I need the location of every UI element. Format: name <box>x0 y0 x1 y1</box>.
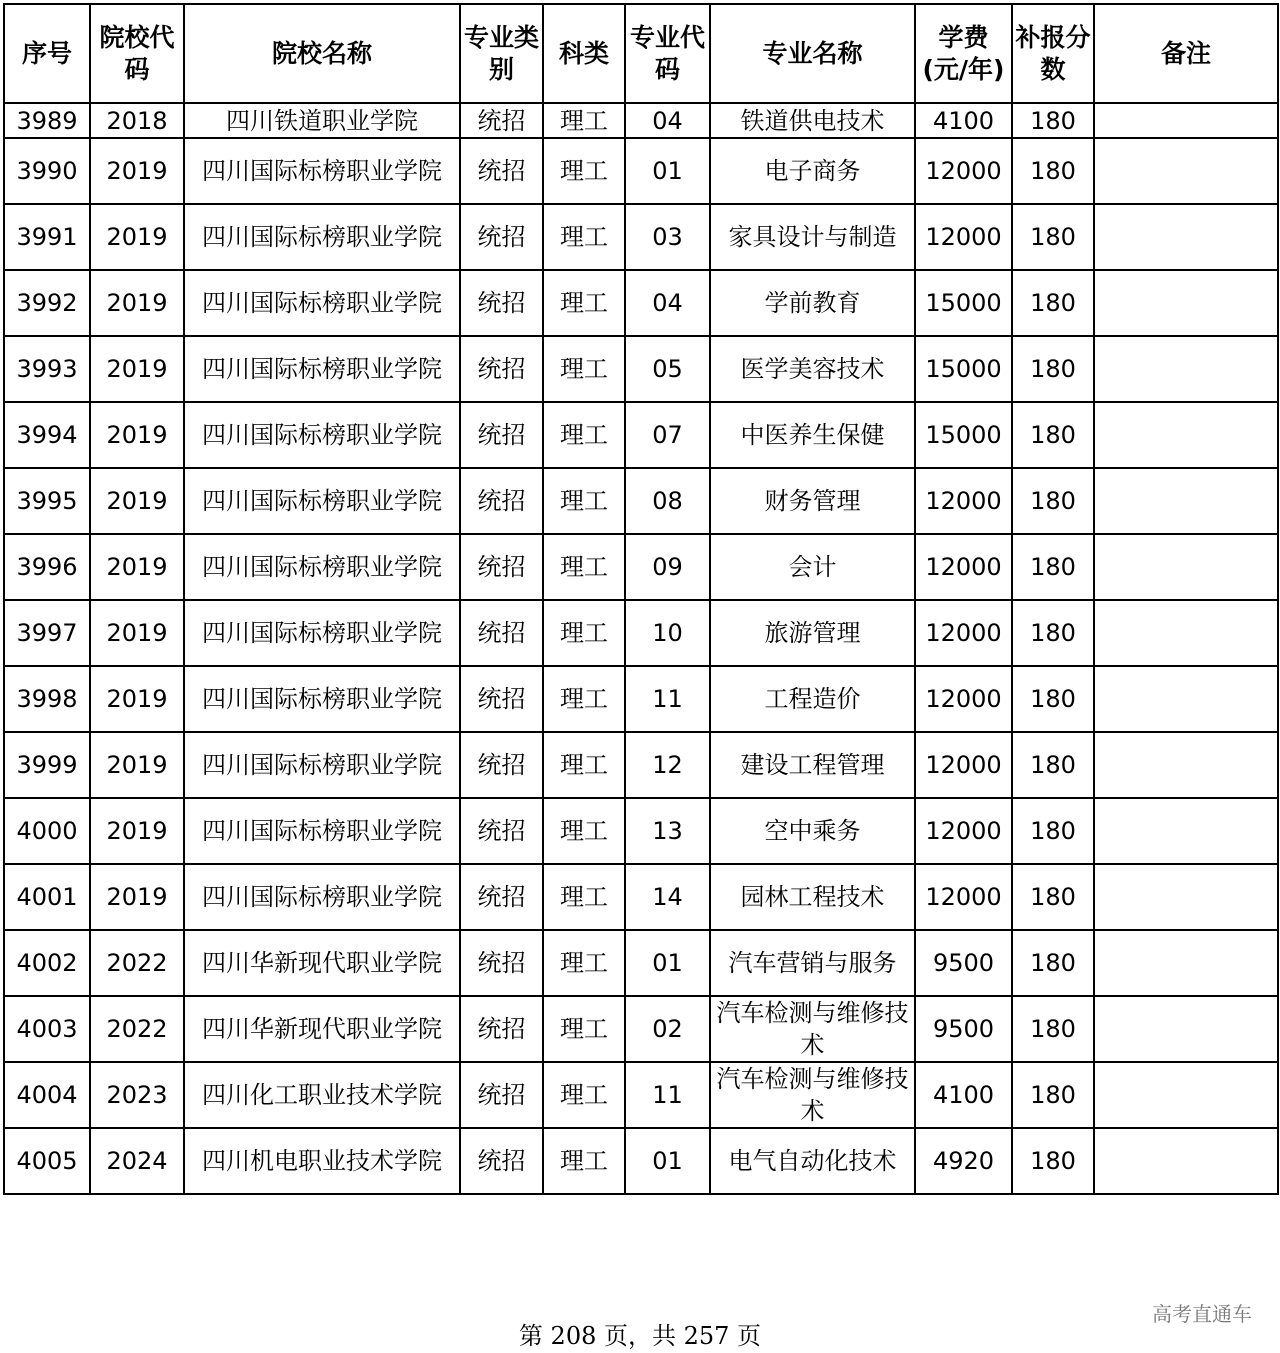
remark-cell <box>1094 468 1278 534</box>
major-type-cell: 统招 <box>460 336 543 402</box>
tuition-cell: 15000 <box>915 336 1012 402</box>
seq-cell: 3997 <box>4 600 90 666</box>
major-code-cell: 04 <box>625 103 710 138</box>
remark-cell <box>1094 864 1278 930</box>
major-name-cell: 空中乘务 <box>710 798 915 864</box>
score-cell: 180 <box>1012 270 1094 336</box>
seq-cell: 3993 <box>4 336 90 402</box>
school-code-cell: 2019 <box>90 468 184 534</box>
score-cell: 180 <box>1012 864 1094 930</box>
major-type-cell: 统招 <box>460 1062 543 1128</box>
seq-cell: 4003 <box>4 996 90 1062</box>
major-type-cell: 统招 <box>460 468 543 534</box>
school-name-cell: 四川机电职业技术学院 <box>184 1128 460 1194</box>
school-name-cell: 四川国际标榜职业学院 <box>184 204 460 270</box>
remark-cell <box>1094 204 1278 270</box>
subject-cell: 理工 <box>543 103 625 138</box>
seq-cell: 4001 <box>4 864 90 930</box>
page-number: 第 208 页，共 257 页 <box>518 1322 762 1350</box>
major-type-cell: 统招 <box>460 666 543 732</box>
admission-table <box>3 3 1279 1195</box>
major-type-cell: 统招 <box>460 798 543 864</box>
school-name-cell: 四川国际标榜职业学院 <box>184 534 460 600</box>
major-type-cell: 统招 <box>460 1128 543 1194</box>
major-code-header: 专业代码 <box>625 4 710 103</box>
school-code-cell: 2022 <box>90 930 184 996</box>
table-row <box>4 468 1278 534</box>
major-code-cell: 10 <box>625 600 710 666</box>
school-name-cell: 四川国际标榜职业学院 <box>184 402 460 468</box>
major-name-cell: 电气自动化技术 <box>710 1128 915 1194</box>
tuition-cell: 4100 <box>915 1062 1012 1128</box>
tuition-cell: 4920 <box>915 1128 1012 1194</box>
major-code-cell: 04 <box>625 270 710 336</box>
subject-cell: 理工 <box>543 930 625 996</box>
score-cell: 180 <box>1012 666 1094 732</box>
tuition-cell: 15000 <box>915 402 1012 468</box>
seq-cell: 3994 <box>4 402 90 468</box>
major-type-cell: 统招 <box>460 402 543 468</box>
school-code-cell: 2019 <box>90 204 184 270</box>
major-name-cell: 家具设计与制造 <box>710 204 915 270</box>
table-row <box>4 138 1278 204</box>
table-row <box>4 930 1278 996</box>
remark-cell <box>1094 270 1278 336</box>
major-code-cell: 01 <box>625 138 710 204</box>
school-name-cell: 四川国际标榜职业学院 <box>184 666 460 732</box>
major-name-cell: 医学美容技术 <box>710 336 915 402</box>
major-type-cell: 统招 <box>460 996 543 1062</box>
school-name-cell: 四川铁道职业学院 <box>184 103 460 138</box>
school-name-cell: 四川华新现代职业学院 <box>184 996 460 1062</box>
school-name-cell: 四川国际标榜职业学院 <box>184 600 460 666</box>
tuition-cell: 12000 <box>915 138 1012 204</box>
seq-cell: 3990 <box>4 138 90 204</box>
table-row <box>4 1128 1278 1194</box>
school-code-cell: 2019 <box>90 864 184 930</box>
remark-cell <box>1094 930 1278 996</box>
major-name-cell: 电子商务 <box>710 138 915 204</box>
school-code-header: 院校代码 <box>90 4 184 103</box>
table-row <box>4 402 1278 468</box>
seq-header: 序号 <box>4 4 90 103</box>
major-code-cell: 11 <box>625 1062 710 1128</box>
seq-cell: 3995 <box>4 468 90 534</box>
table-row <box>4 600 1278 666</box>
school-code-cell: 2019 <box>90 270 184 336</box>
seq-cell: 3999 <box>4 732 90 798</box>
score-cell: 180 <box>1012 600 1094 666</box>
subject-cell: 理工 <box>543 864 625 930</box>
score-cell: 180 <box>1012 468 1094 534</box>
tuition-cell: 4100 <box>915 103 1012 138</box>
major-type-cell: 统招 <box>460 864 543 930</box>
table-row <box>4 1062 1278 1128</box>
school-name-cell: 四川国际标榜职业学院 <box>184 864 460 930</box>
major-name-cell: 旅游管理 <box>710 600 915 666</box>
remark-cell <box>1094 103 1278 138</box>
table-row <box>4 204 1278 270</box>
school-name-cell: 四川国际标榜职业学院 <box>184 336 460 402</box>
major-type-cell: 统招 <box>460 732 543 798</box>
table-body <box>4 103 1278 1194</box>
subject-cell: 理工 <box>543 600 625 666</box>
remark-cell <box>1094 798 1278 864</box>
major-code-cell: 03 <box>625 204 710 270</box>
school-code-cell: 2019 <box>90 798 184 864</box>
subject-cell: 理工 <box>543 468 625 534</box>
watermark-text: 高考直通车 <box>1152 1302 1252 1326</box>
tuition-cell: 12000 <box>915 666 1012 732</box>
seq-cell: 4005 <box>4 1128 90 1194</box>
major-type-cell: 统招 <box>460 534 543 600</box>
remark-cell <box>1094 534 1278 600</box>
major-type-cell: 统招 <box>460 930 543 996</box>
score-cell: 180 <box>1012 402 1094 468</box>
tuition-header: 学费(元/年) <box>915 4 1012 103</box>
major-code-cell: 08 <box>625 468 710 534</box>
subject-cell: 理工 <box>543 534 625 600</box>
major-type-cell: 统招 <box>460 600 543 666</box>
seq-cell: 3989 <box>4 103 90 138</box>
school-code-cell: 2019 <box>90 732 184 798</box>
table-row <box>4 732 1278 798</box>
major-name-cell: 财务管理 <box>710 468 915 534</box>
score-cell: 180 <box>1012 1128 1094 1194</box>
subject-cell: 理工 <box>543 996 625 1062</box>
subject-cell: 理工 <box>543 402 625 468</box>
major-type-cell: 统招 <box>460 270 543 336</box>
major-name-cell: 中医养生保健 <box>710 402 915 468</box>
school-name-cell: 四川国际标榜职业学院 <box>184 270 460 336</box>
table-row <box>4 798 1278 864</box>
tuition-cell: 12000 <box>915 864 1012 930</box>
major-code-cell: 13 <box>625 798 710 864</box>
major-name-cell: 工程造价 <box>710 666 915 732</box>
score-cell: 180 <box>1012 204 1094 270</box>
subject-cell: 理工 <box>543 1062 625 1128</box>
tuition-cell: 12000 <box>915 204 1012 270</box>
remark-cell <box>1094 138 1278 204</box>
major-name-cell: 园林工程技术 <box>710 864 915 930</box>
header-row <box>4 4 1278 103</box>
tuition-cell: 12000 <box>915 534 1012 600</box>
tuition-cell: 15000 <box>915 270 1012 336</box>
school-name-cell: 四川国际标榜职业学院 <box>184 798 460 864</box>
major-name-cell: 汽车营销与服务 <box>710 930 915 996</box>
score-cell: 180 <box>1012 138 1094 204</box>
school-code-cell: 2019 <box>90 402 184 468</box>
major-name-cell: 学前教育 <box>710 270 915 336</box>
school-code-cell: 2019 <box>90 534 184 600</box>
score-cell: 180 <box>1012 534 1094 600</box>
tuition-cell: 12000 <box>915 732 1012 798</box>
major-name-cell: 汽车检测与维修技术 <box>710 1062 915 1128</box>
table-row <box>4 336 1278 402</box>
major-code-cell: 09 <box>625 534 710 600</box>
seq-cell: 4004 <box>4 1062 90 1128</box>
subject-cell: 理工 <box>543 336 625 402</box>
seq-cell: 4000 <box>4 798 90 864</box>
table-row <box>4 270 1278 336</box>
remark-cell <box>1094 336 1278 402</box>
tuition-cell: 9500 <box>915 930 1012 996</box>
score-cell: 180 <box>1012 1062 1094 1128</box>
table-row <box>4 666 1278 732</box>
subject-cell: 理工 <box>543 666 625 732</box>
major-code-cell: 01 <box>625 1128 710 1194</box>
school-name-cell: 四川国际标榜职业学院 <box>184 468 460 534</box>
subject-cell: 理工 <box>543 798 625 864</box>
school-code-cell: 2019 <box>90 666 184 732</box>
major-name-cell: 建设工程管理 <box>710 732 915 798</box>
remark-header: 备注 <box>1094 4 1278 103</box>
school-code-cell: 2022 <box>90 996 184 1062</box>
score-cell: 180 <box>1012 996 1094 1062</box>
score-cell: 180 <box>1012 103 1094 138</box>
major-type-cell: 统招 <box>460 138 543 204</box>
remark-cell <box>1094 402 1278 468</box>
school-code-cell: 2018 <box>90 103 184 138</box>
school-code-cell: 2019 <box>90 600 184 666</box>
remark-cell <box>1094 666 1278 732</box>
table-row <box>4 103 1278 138</box>
subject-cell: 理工 <box>543 204 625 270</box>
school-code-cell: 2019 <box>90 336 184 402</box>
major-name-cell: 会计 <box>710 534 915 600</box>
major-name-cell: 铁道供电技术 <box>710 103 915 138</box>
major-code-cell: 12 <box>625 732 710 798</box>
table-row <box>4 864 1278 930</box>
subject-cell: 理工 <box>543 270 625 336</box>
major-code-cell: 11 <box>625 666 710 732</box>
seq-cell: 4002 <box>4 930 90 996</box>
score-cell: 180 <box>1012 930 1094 996</box>
major-name-cell: 汽车检测与维修技术 <box>710 996 915 1062</box>
school-name-cell: 四川华新现代职业学院 <box>184 930 460 996</box>
major-code-cell: 05 <box>625 336 710 402</box>
subject-cell: 理工 <box>543 138 625 204</box>
major-type-header: 专业类别 <box>460 4 543 103</box>
tuition-cell: 12000 <box>915 600 1012 666</box>
tuition-cell: 12000 <box>915 798 1012 864</box>
score-cell: 180 <box>1012 732 1094 798</box>
school-code-cell: 2024 <box>90 1128 184 1194</box>
school-name-cell: 四川国际标榜职业学院 <box>184 732 460 798</box>
remark-cell <box>1094 600 1278 666</box>
seq-cell: 3996 <box>4 534 90 600</box>
remark-cell <box>1094 1062 1278 1128</box>
seq-cell: 3992 <box>4 270 90 336</box>
remark-cell <box>1094 996 1278 1062</box>
subject-header: 科类 <box>543 4 625 103</box>
table-row <box>4 534 1278 600</box>
major-code-cell: 02 <box>625 996 710 1062</box>
remark-cell <box>1094 1128 1278 1194</box>
tuition-cell: 12000 <box>915 468 1012 534</box>
major-code-cell: 14 <box>625 864 710 930</box>
seq-cell: 3991 <box>4 204 90 270</box>
score-cell: 180 <box>1012 336 1094 402</box>
school-name-cell: 四川国际标榜职业学院 <box>184 138 460 204</box>
remark-cell <box>1094 732 1278 798</box>
school-name-header: 院校名称 <box>184 4 460 103</box>
table-row <box>4 996 1278 1062</box>
score-cell: 180 <box>1012 798 1094 864</box>
school-name-cell: 四川化工职业技术学院 <box>184 1062 460 1128</box>
major-code-cell: 07 <box>625 402 710 468</box>
school-code-cell: 2019 <box>90 138 184 204</box>
major-name-header: 专业名称 <box>710 4 915 103</box>
subject-cell: 理工 <box>543 732 625 798</box>
subject-cell: 理工 <box>543 1128 625 1194</box>
major-type-cell: 统招 <box>460 204 543 270</box>
score-header: 补报分数 <box>1012 4 1094 103</box>
tuition-cell: 9500 <box>915 996 1012 1062</box>
major-type-cell: 统招 <box>460 103 543 138</box>
school-code-cell: 2023 <box>90 1062 184 1128</box>
major-code-cell: 01 <box>625 930 710 996</box>
seq-cell: 3998 <box>4 666 90 732</box>
